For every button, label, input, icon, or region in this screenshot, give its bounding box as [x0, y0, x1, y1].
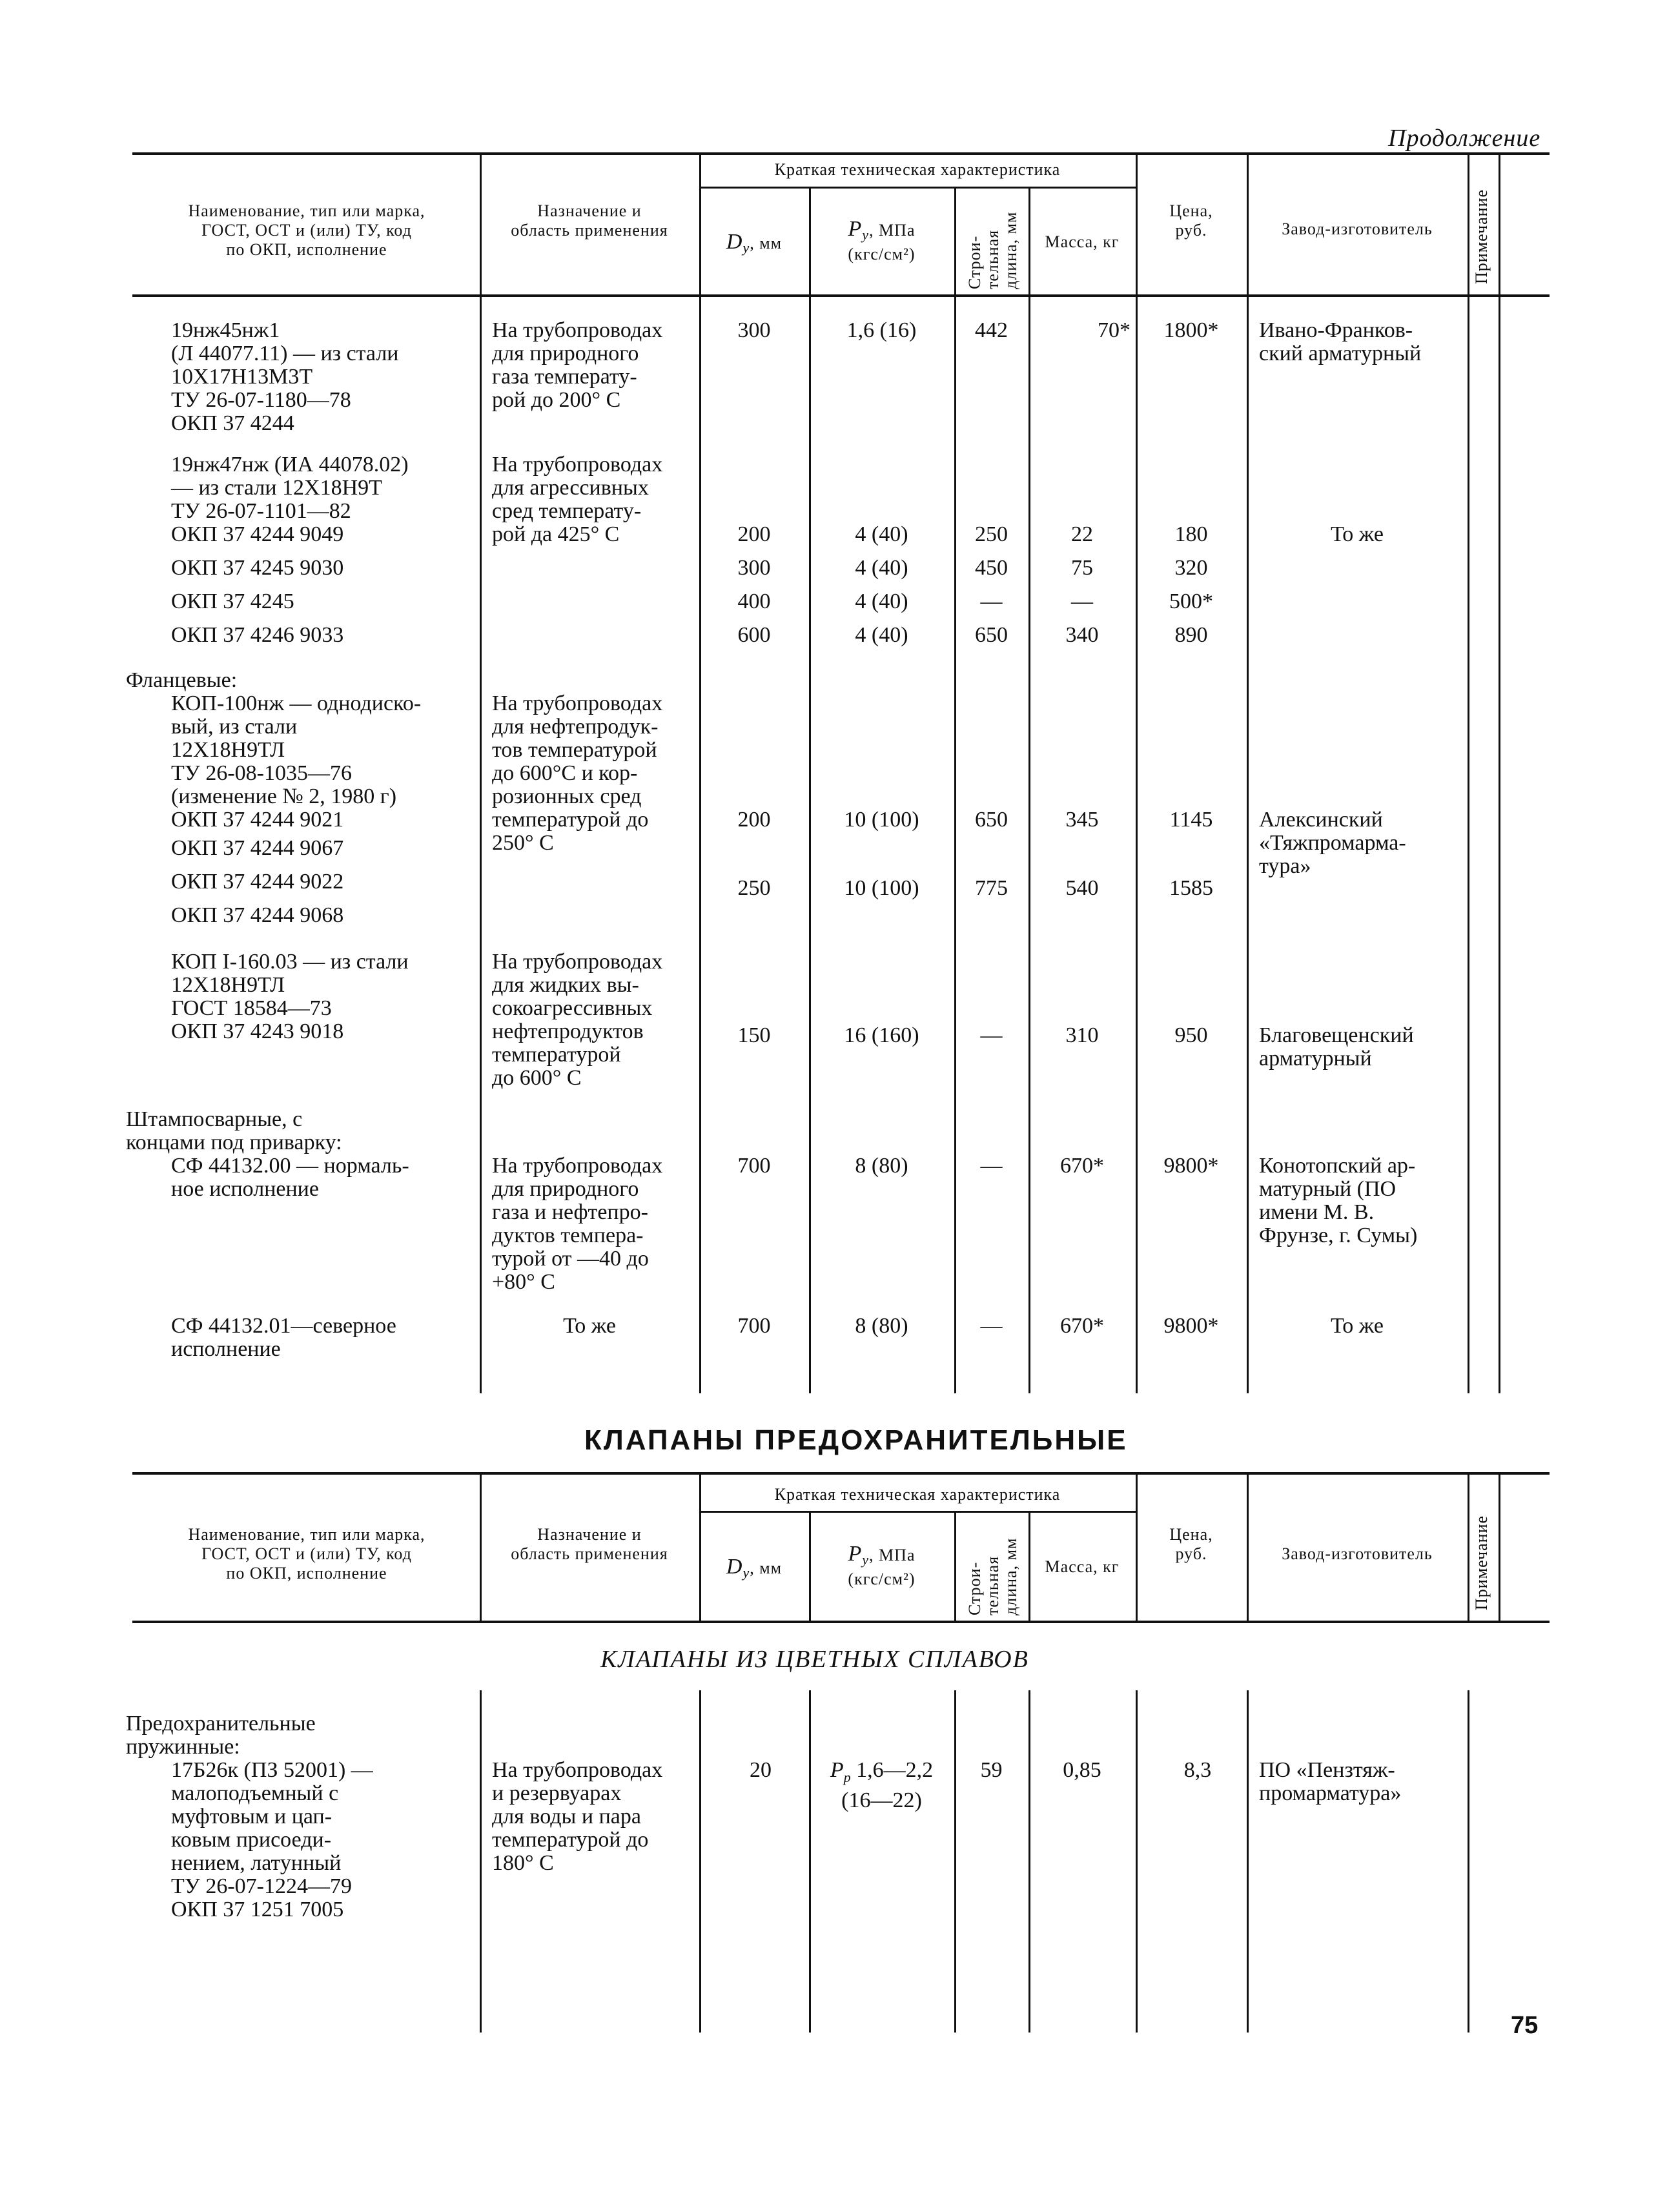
- header2-name: Наименование, тип или марка, ГОСТ, ОСТ и (или) ТУ, код по ОКП, исполнение: [188, 1525, 425, 1582]
- header2-purpose: Назначение и область применения: [511, 1525, 668, 1563]
- header-dy: $D_у$, мм: [726, 230, 783, 256]
- group-stamped: Штампосварные, с концами под приварку:: [126, 1107, 342, 1154]
- row10-length: —: [980, 1023, 1003, 1047]
- row4-length: —: [980, 589, 1003, 613]
- header-py: $P_у$, МПа (кгс/см²): [848, 217, 916, 264]
- row5-mass: 340: [1065, 623, 1099, 647]
- row2-mass: 22: [1071, 522, 1093, 546]
- row1-dy: 300: [737, 318, 771, 342]
- header-note: Примечание: [1472, 189, 1491, 284]
- row1-purpose: На трубопроводах для природного газа температу- рой до 200° С: [492, 318, 663, 412]
- row3-dy: 300: [737, 556, 771, 580]
- header2-maker: Завод-изготовитель: [1282, 1544, 1433, 1563]
- col-divider: [480, 1690, 482, 2033]
- row11-purpose: На трубопроводах для природного газа и нефтепро- дуктов темпера- турой от —40 до +80° С: [492, 1154, 663, 1294]
- row7-name: ОКП 37 4244 9067: [171, 836, 344, 860]
- row10-maker: Благовещенский арматурный: [1259, 1023, 1414, 1070]
- row8-dy: 250: [737, 876, 771, 900]
- row3-mass: 75: [1071, 556, 1093, 580]
- col-divider: [1499, 154, 1500, 1393]
- col-divider: [1136, 1475, 1138, 1621]
- row8-length: 775: [975, 876, 1008, 900]
- t2-row1-purpose: На трубопроводах и резервуарах для воды и пара температурой до 180° С: [492, 1758, 663, 1875]
- table1-top-rule: [132, 152, 1550, 155]
- col-divider: [1468, 1475, 1469, 1621]
- col-divider: [699, 1690, 701, 2033]
- row5-dy: 600: [737, 623, 771, 647]
- col-divider: [480, 154, 482, 1393]
- header-price: Цена, руб.: [1169, 201, 1213, 240]
- row3-name: ОКП 37 4245 9030: [171, 556, 344, 580]
- subsection-nonferrous: КЛАПАНЫ ИЗ ЦВЕТНЫХ СПЛАВОВ: [600, 1646, 1029, 1673]
- col-divider: [1028, 1690, 1030, 2033]
- row11-price: 9800*: [1163, 1154, 1219, 1178]
- row11-dy: 700: [737, 1154, 771, 1178]
- col-divider: [809, 1511, 811, 1621]
- table2-top-rule: [132, 1472, 1550, 1475]
- row3-price: 320: [1174, 556, 1208, 580]
- col-divider: [954, 1511, 956, 1621]
- col-divider: [1468, 154, 1469, 1393]
- header2-mass: Масса, кг: [1045, 1557, 1120, 1576]
- row2-py: 4 (40): [855, 522, 908, 546]
- row6-dy: 200: [737, 808, 771, 832]
- row8-name: ОКП 37 4244 9022: [171, 870, 344, 894]
- row1-name: 19нж45нж1 (Л 44077.11) — из стали 10Х17Н13М3Т ТУ 26-07-1180—78 ОКП 37 4244: [171, 318, 399, 435]
- row12-purpose: То же: [563, 1314, 616, 1338]
- row11-mass: 670*: [1060, 1154, 1104, 1178]
- row6-length: 650: [975, 808, 1008, 832]
- header2-dy: $D_у$, мм: [726, 1555, 783, 1581]
- col-divider: [1247, 1690, 1249, 2033]
- tech-group-rule: [699, 187, 1136, 189]
- row11-length: —: [980, 1154, 1003, 1178]
- row8-price: 1585: [1169, 876, 1213, 900]
- section-title-safety-valves: КЛАПАНЫ ПРЕДОХРАНИТЕЛЬНЫЕ: [584, 1424, 1128, 1456]
- header-name: Наименование, тип или марка, ГОСТ, ОСТ и (или) ТУ, код по ОКП, исполнение: [188, 201, 425, 259]
- col-divider: [1028, 1511, 1030, 1621]
- row12-mass: 670*: [1060, 1314, 1104, 1338]
- row8-mass: 540: [1065, 876, 1099, 900]
- t2-row1-price: 8,3: [1183, 1758, 1212, 1782]
- col-divider: [1468, 1690, 1469, 2033]
- row12-maker: То же: [1331, 1314, 1384, 1338]
- header2-tech-group: Краткая техническая характеристика: [774, 1485, 1061, 1504]
- group-flanged: Фланцевые:: [126, 668, 238, 692]
- row4-name: ОКП 37 4245: [171, 589, 294, 613]
- t2-row1-dy: 20: [750, 1758, 772, 1782]
- continuation-label: Продолжение: [1388, 125, 1541, 152]
- row2-purpose: На трубопроводах для агрессивных сред температу- рой да 425° С: [492, 453, 663, 546]
- row3-py: 4 (40): [855, 556, 908, 580]
- row6-price: 1145: [1169, 808, 1213, 832]
- page-number: 75: [1511, 2012, 1539, 2039]
- row6-mass: 345: [1065, 808, 1099, 832]
- row10-price: 950: [1174, 1023, 1208, 1047]
- row6-purpose: На трубопроводах для нефтепродук- тов температурой до 600°С и кор- розионных сред температурой до 250° С: [492, 691, 663, 855]
- header2-py: $P_у$, МПа (кгс/см²): [848, 1542, 916, 1589]
- row4-dy: 400: [737, 589, 771, 613]
- t2-row1-maker: ПО «Пензтяж- промарматура»: [1259, 1758, 1402, 1805]
- row10-mass: 310: [1065, 1023, 1099, 1047]
- row2-name: 19нж47нж (ИА 44078.02) — из стали 12Х18Н9Т ТУ 26-07-1101—82 ОКП 37 4244 9049: [171, 453, 409, 546]
- row3-length: 450: [975, 556, 1008, 580]
- row11-py: 8 (80): [855, 1154, 908, 1178]
- row5-length: 650: [975, 623, 1008, 647]
- table2-header-rule: [132, 1621, 1550, 1623]
- t2-row1-py: $P_р$ 1,6—2,2 (16—22): [830, 1758, 934, 1812]
- row5-name: ОКП 37 4246 9033: [171, 623, 344, 647]
- col-divider: [1028, 187, 1030, 1393]
- row10-py: 16 (160): [844, 1023, 919, 1047]
- row5-price: 890: [1174, 623, 1208, 647]
- header-length: Строи- тельная длина, мм: [965, 211, 1020, 289]
- tech-group-rule-2: [699, 1511, 1136, 1513]
- row9-name: ОКП 37 4244 9068: [171, 903, 344, 927]
- col-divider: [954, 187, 956, 1393]
- row11-name: СФ 44132.00 — нормаль- ное исполнение: [171, 1154, 409, 1201]
- row4-mass: —: [1071, 589, 1093, 613]
- col-divider: [809, 187, 811, 1393]
- row1-length: 442: [975, 318, 1008, 342]
- col-divider: [1499, 1475, 1500, 1621]
- row2-length: 250: [975, 522, 1008, 546]
- col-divider: [1247, 1475, 1249, 1621]
- header-maker: Завод-изготовитель: [1282, 220, 1433, 238]
- t2-row1-name: 17Б26к (ПЗ 52001) — малоподъемный с муфтовым и цап- ковым присоеди- нением, латунный ТУ 26-07-1224—79 ОКП 37 1251 7005: [171, 1758, 373, 1921]
- row1-py: 1,6 (16): [846, 318, 917, 342]
- row12-length: —: [980, 1314, 1003, 1338]
- header2-note: Примечание: [1472, 1515, 1491, 1610]
- row2-maker: То же: [1331, 522, 1384, 546]
- row6-name: КОП-100нж — однодиско- вый, из стали 12Х18Н9ТЛ ТУ 26-08-1035—76 (изменение № 2, 1980 г) ОКП 37 4244 9021: [171, 691, 422, 832]
- header-tech-group: Краткая техническая характеристика: [774, 160, 1061, 179]
- row4-py: 4 (40): [855, 589, 908, 613]
- header-purpose: Назначение и область применения: [511, 201, 668, 240]
- header2-length: Строи- тельная длина, мм: [965, 1537, 1020, 1615]
- col-divider: [954, 1690, 956, 2033]
- row1-maker: Ивано-Франков- ский арматурный: [1259, 318, 1422, 365]
- row11-maker: Конотопский ар- матурный (ПО имени М. В. Фрунзе, г. Сумы): [1259, 1154, 1418, 1247]
- t2-row1-length: 59: [980, 1758, 1003, 1782]
- row10-dy: 150: [737, 1023, 771, 1047]
- t2-group: Предохранительные пружинные:: [126, 1712, 316, 1759]
- t2-row1-mass: 0,85: [1063, 1758, 1101, 1782]
- row12-price: 9800*: [1163, 1314, 1219, 1338]
- row2-dy: 200: [737, 522, 771, 546]
- header-mass: Масса, кг: [1045, 232, 1120, 251]
- col-divider: [1247, 154, 1249, 1393]
- row2-price: 180: [1174, 522, 1208, 546]
- row12-name: СФ 44132.01—северное исполнение: [171, 1314, 396, 1361]
- row1-price: 1800*: [1163, 318, 1219, 342]
- row6-maker: Алексинский «Тяжпромарма- тура»: [1259, 808, 1406, 878]
- row4-price: 500*: [1169, 589, 1213, 613]
- col-divider: [699, 1475, 701, 1621]
- row12-dy: 700: [737, 1314, 771, 1338]
- row5-py: 4 (40): [855, 623, 908, 647]
- col-divider: [1136, 1690, 1138, 2033]
- row8-py: 10 (100): [844, 876, 919, 900]
- table1-header-rule: [132, 294, 1550, 297]
- col-divider: [480, 1475, 482, 1621]
- col-divider: [809, 1690, 811, 2033]
- row10-name: КОП І-160.03 — из стали 12Х18Н9ТЛ ГОСТ 18584—73 ОКП 37 4243 9018: [171, 950, 409, 1043]
- row10-purpose: На трубопроводах для жидких вы- сокоагрессивных нефтепродуктов температурой до 600° С: [492, 950, 663, 1090]
- header2-price: Цена, руб.: [1169, 1525, 1213, 1563]
- row1-mass: 70*: [1098, 318, 1131, 342]
- row12-py: 8 (80): [855, 1314, 908, 1338]
- row6-py: 10 (100): [844, 808, 919, 832]
